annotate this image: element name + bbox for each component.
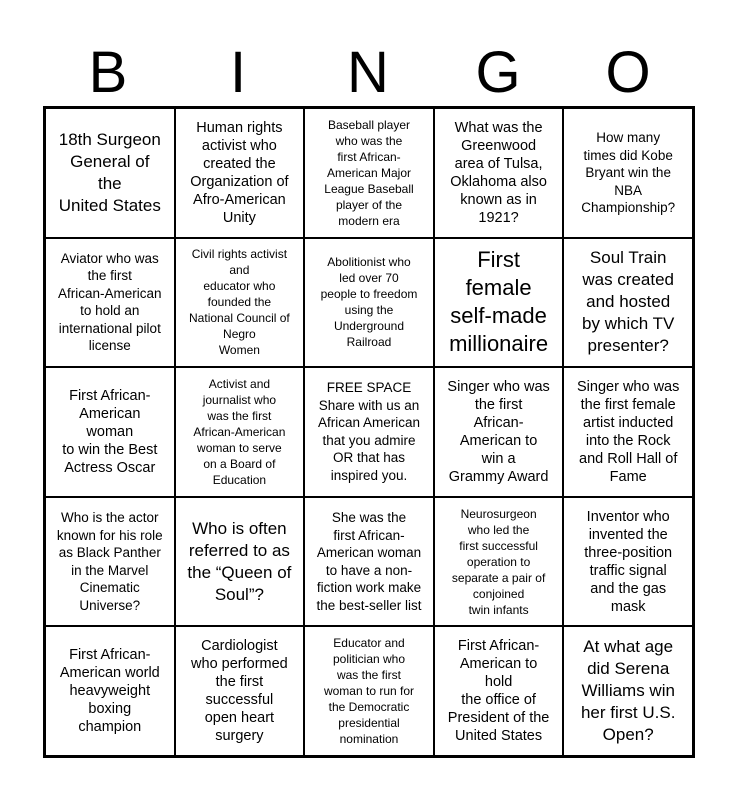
cell-text: How many times did Kobe Bryant win the NBA Championship? — [581, 130, 676, 216]
cell-text: Abolitionist who led over 70 people to freedom using the Underground Railroad — [320, 255, 418, 350]
bingo-cell[interactable] — [45, 108, 175, 238]
cell-text: Neurosurgeon who led the first successful operation to separate a pair of conjoined twin infants — [451, 506, 546, 617]
cell-text: Educator and politician who was the first woman to run for the Democratic presidential nomination — [323, 636, 415, 747]
cell-text: At what age did Serena Williams win her first U.S. Open? — [580, 637, 676, 745]
bingo-cell[interactable] — [175, 497, 305, 627]
cell-text: Human rights activist who created the Organization of Afro-American Unity — [190, 119, 289, 226]
bingo-cell[interactable] — [45, 497, 175, 627]
bingo-cell[interactable] — [175, 367, 305, 497]
bingo-cell[interactable] — [434, 367, 564, 497]
bingo-cell[interactable] — [304, 238, 434, 368]
bingo-cell[interactable] — [434, 238, 564, 368]
free-space-cell[interactable] — [304, 367, 434, 497]
cell-text: First African- American woman to win the Best Actress Oscar — [62, 387, 158, 476]
cell-text: Soul Train was created and hosted by which TV presenter? — [582, 248, 675, 356]
bingo-cell[interactable] — [175, 238, 305, 368]
bingo-cell[interactable] — [563, 108, 693, 238]
header-letter-g: G — [475, 40, 521, 105]
cell-text: FREE SPACE Share with us an African American that you admire OR that has inspired you. — [317, 380, 421, 483]
bingo-cell[interactable] — [45, 367, 175, 497]
header-letter-o: O — [605, 40, 651, 105]
header-letter-n: N — [347, 40, 389, 105]
cell-text: Singer who was the first African- American to win a Grammy Award — [447, 378, 550, 485]
cell-text: 18th Surgeon General of the United States — [58, 129, 161, 215]
bingo-cell[interactable] — [434, 626, 564, 756]
bingo-cell[interactable] — [563, 238, 693, 368]
bingo-card-grid — [43, 106, 695, 758]
bingo-cell[interactable] — [563, 626, 693, 756]
cell-text: Who is often referred to as the “Queen of Soul”? — [187, 518, 292, 604]
bingo-header — [43, 40, 695, 106]
bingo-cell[interactable] — [434, 108, 564, 238]
cell-text: What was the Greenwood area of Tulsa, Oklahoma also known as in 1921? — [450, 119, 547, 226]
cell-text: Who is the actor known for his role as Black Panther in the Marvel Cinematic Universe? — [56, 510, 163, 613]
header-letter-i: I — [229, 40, 247, 105]
cell-text: Civil rights activist and educator who founded the National Council of Negro Women — [189, 247, 290, 358]
cell-text: Singer who was the first female artist inducted into the Rock and Roll Hall of Fame — [577, 378, 680, 485]
bingo-cell[interactable] — [434, 497, 564, 627]
bingo-cell[interactable] — [304, 626, 434, 756]
bingo-cell[interactable] — [175, 626, 305, 756]
bingo-cell[interactable] — [304, 108, 434, 238]
cell-text: First female self-made millionaire — [449, 247, 549, 357]
cell-text: She was the first African- American woman to have a non- fiction work make the best-seller list — [316, 510, 422, 613]
cell-text: Aviator who was the first African-American to hold an international pilot license — [58, 250, 162, 354]
bingo-cell[interactable] — [175, 108, 305, 238]
cell-text: First African- American to hold the office of President of the United States — [447, 638, 550, 745]
bingo-cell[interactable] — [563, 367, 693, 497]
cell-text: Activist and journalist who was the first African-American woman to serve on a Board of Education — [193, 376, 286, 487]
bingo-cell[interactable] — [45, 238, 175, 368]
header-letter-b: B — [88, 40, 128, 105]
bingo-cell[interactable] — [304, 497, 434, 627]
cell-text: Cardiologist who performed the first successful open heart surgery — [191, 638, 288, 745]
cell-text: Inventor who invented the three-position traffic signal and the gas mask — [584, 508, 673, 615]
bingo-cell[interactable] — [563, 497, 693, 627]
bingo-cell[interactable] — [45, 626, 175, 756]
cell-text: First African- American world heavyweight boxing champion — [59, 647, 160, 736]
cell-text: Baseball player who was the first African- American Major League Baseball player of the modern era — [324, 117, 414, 228]
